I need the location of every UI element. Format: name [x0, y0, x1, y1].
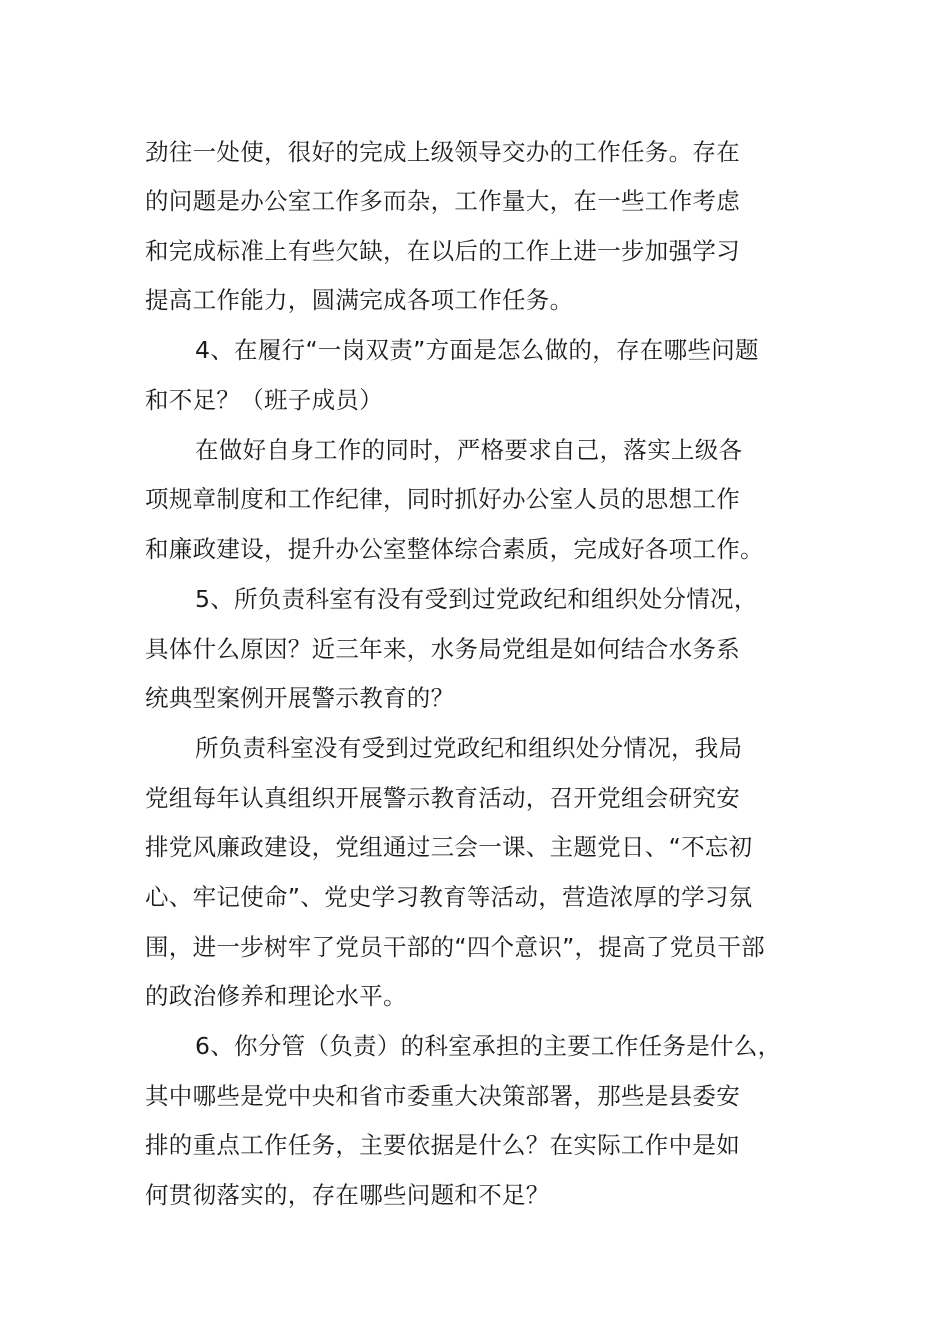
text-line: 提高工作能力，圆满完成各项工作任务。: [145, 286, 574, 314]
text-line: 排党风廉政建设，党组通过三会一课、主题党日、“不忘初: [145, 833, 753, 861]
text-line: 围，进一步树牢了党员干部的“四个意识”，提高了党员干部: [145, 933, 765, 961]
text-line: 统典型案例开展警示教育的？: [145, 684, 455, 712]
text-line: 心、牢记使命”、党史学习教育等活动，营造浓厚的学习氛: [145, 883, 753, 911]
text-line: 的政治修养和理论水平。: [145, 982, 407, 1010]
text-line: 和完成标准上有些欠缺，在以后的工作上进一步加强学习: [145, 237, 740, 265]
text-line: 其中哪些是党中央和省市委重大决策部署，那些是县委安: [145, 1082, 740, 1110]
text-line: 何贯彻落实的，存在哪些问题和不足？: [145, 1181, 550, 1209]
text-line: 项规章制度和工作纪律，同时抓好办公室人员的思想工作: [145, 485, 740, 513]
text-line: 和廉政建设，提升办公室整体综合素质，完成好各项工作。: [145, 535, 764, 563]
text-line: 党组每年认真组织开展警示教育活动，召开党组会研究安: [145, 784, 740, 812]
question-6-heading: 6、你分管（负责）的科室承担的主要工作任务是什么，: [195, 1032, 782, 1060]
text-line: 和不足？（班子成员）: [145, 386, 383, 414]
text-line: 具体什么原因？近三年来，水务局党组是如何结合水务系: [145, 635, 740, 663]
text-line: 劲往一处使，很好的完成上级领导交办的工作任务。存在: [145, 138, 740, 166]
text-line: 排的重点工作任务，主要依据是什么？在实际工作中是如: [145, 1131, 740, 1159]
answer-5-paragraph: 所负责科室没有受到过党政纪和组织处分情况，我局: [195, 734, 743, 762]
question-5-heading: 5、所负责科室有没有受到过党政纪和组织处分情况，: [195, 585, 758, 613]
answer-4-paragraph: 在做好自身工作的同时，严格要求自己，落实上级各: [195, 436, 743, 464]
text-line: 的问题是办公室工作多而杂，工作量大，在一些工作考虑: [145, 187, 740, 215]
question-4-heading: 4、在履行“一岗双责”方面是怎么做的，存在哪些问题: [195, 336, 759, 364]
